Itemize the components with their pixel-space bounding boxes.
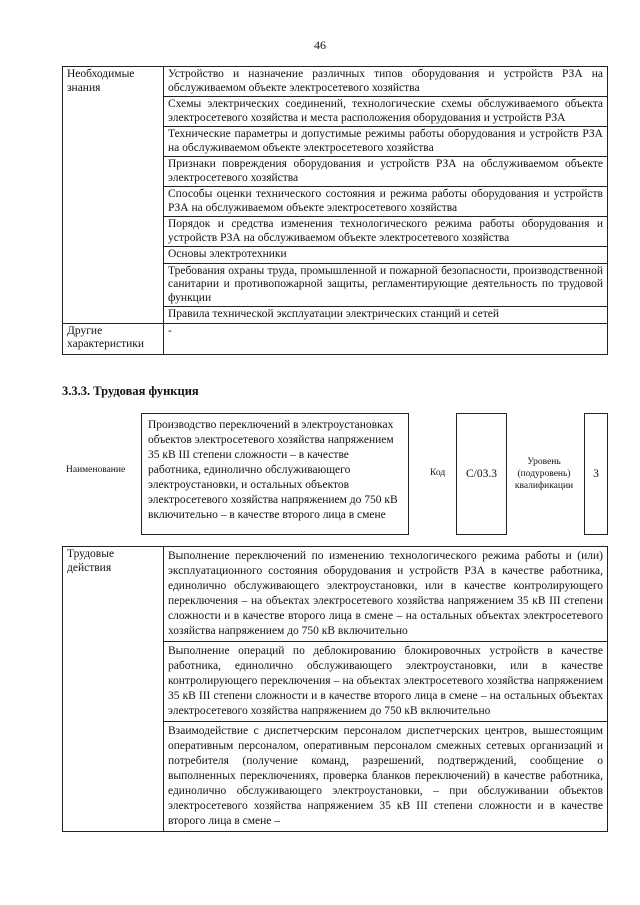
table-row <box>63 67 608 97</box>
level-text: 3 <box>593 468 599 480</box>
other-value: - <box>164 323 608 354</box>
knowledge-table <box>62 66 608 355</box>
knowledge-item: Порядок и средства изменения технологического режима работы оборудования и устройств РЗА на обслуживаемом объекте электросетевого хозяйства <box>164 217 608 247</box>
knowledge-item: Схемы электрических соединений, технологические схемы обслуживаемого объекта электросетевого хозяйства и места расположения оборудования и устройств РЗА <box>164 97 608 127</box>
knowledge-label: Необходимые знания <box>63 67 164 324</box>
table-row <box>63 547 608 642</box>
actions-label: Трудовые действия <box>63 547 164 832</box>
knowledge-item: Правила технической эксплуатации электрических станций и сетей <box>164 307 608 324</box>
code-label: Код <box>430 468 446 478</box>
level-value <box>584 413 608 535</box>
code-text: C/03.3 <box>466 468 497 480</box>
table-row <box>63 323 608 354</box>
section-title: 3.3.3. Трудовая функция <box>62 384 199 398</box>
other-label: Другие характеристики <box>63 323 164 354</box>
knowledge-item: Признаки повреждения оборудования и устройств РЗА на обслуживаемом объекте электросетевого хозяйства <box>164 157 608 187</box>
action-item: Выполнение операций по деблокированию блокировочных устройств в качестве работника, единолично обслуживающего электроустановки, или в качестве контролирующего переключения – на объектах электросетевого хозяйства напряжением 35 кВ III степени сложности и в качестве второго лица в смене – на остальных объектах электросетевого хозяйства напряжением до 750 кВ включительно <box>164 642 608 722</box>
level-label: Уровень (подуровень) квалификации <box>514 457 574 491</box>
knowledge-item: Основы электротехники <box>164 247 608 264</box>
name-label: Наименование <box>66 465 126 475</box>
knowledge-item: Устройство и назначение различных типов оборудования и устройств РЗА на обслуживаемом объекте электросетевого хозяйства <box>164 67 608 97</box>
actions-table <box>62 546 608 832</box>
function-name: Производство переключений в электроустановках объектов электросетевого хозяйства напряжением 35 кВ III степени сложности – в качестве работника, единолично обслуживающего электроустановки, и остальных объектов электросетевого хозяйства напряжением до 750 кВ включительно – в качестве второго лица в смене <box>141 413 409 535</box>
knowledge-item: Технические параметры и допустимые режимы работы оборудования и устройств РЗА на обслуживаемом объекте электросетевого хозяйства <box>164 127 608 157</box>
page-number: 46 <box>314 38 326 52</box>
knowledge-item: Способы оценки технического состояния и режима работы оборудования и устройств РЗА на обслуживаемом объекте электросетевого хозяйства <box>164 187 608 217</box>
action-item: Взаимодействие с диспетчерским персоналом диспетчерских центров, вышестоящим оперативным персоналом, оперативным персоналом смежных сетевых организаций и потребителя (получение команд, разрешений, подтверждений, сообщение о выполненных переключениях, проверка бланков переключений) в качестве работника, единолично обслуживающего электроустановки, – при обслуживании объектов электросетевого хозяйства напряжением 35 кВ III степени сложности и в качестве второго лица в смене – <box>164 722 608 832</box>
code-value <box>456 413 507 535</box>
action-item: Выполнение переключений по изменению технологического режима работы и (или) эксплуатационного состояния оборудования и устройств РЗА в качестве работника, единолично обслуживающего электроустановки, или в качестве контролирующего переключения – на объектах электросетевого хозяйства напряжением 35 кВ III степени сложности и в качестве второго лица в смене – на остальных объектах электросетевого хозяйства напряжением до 750 кВ включительно <box>164 547 608 642</box>
knowledge-item: Требования охраны труда, промышленной и пожарной безопасности, производственной санитарии и противопожарной защиты, регламентирующие деятельность по трудовой функции <box>164 263 608 307</box>
